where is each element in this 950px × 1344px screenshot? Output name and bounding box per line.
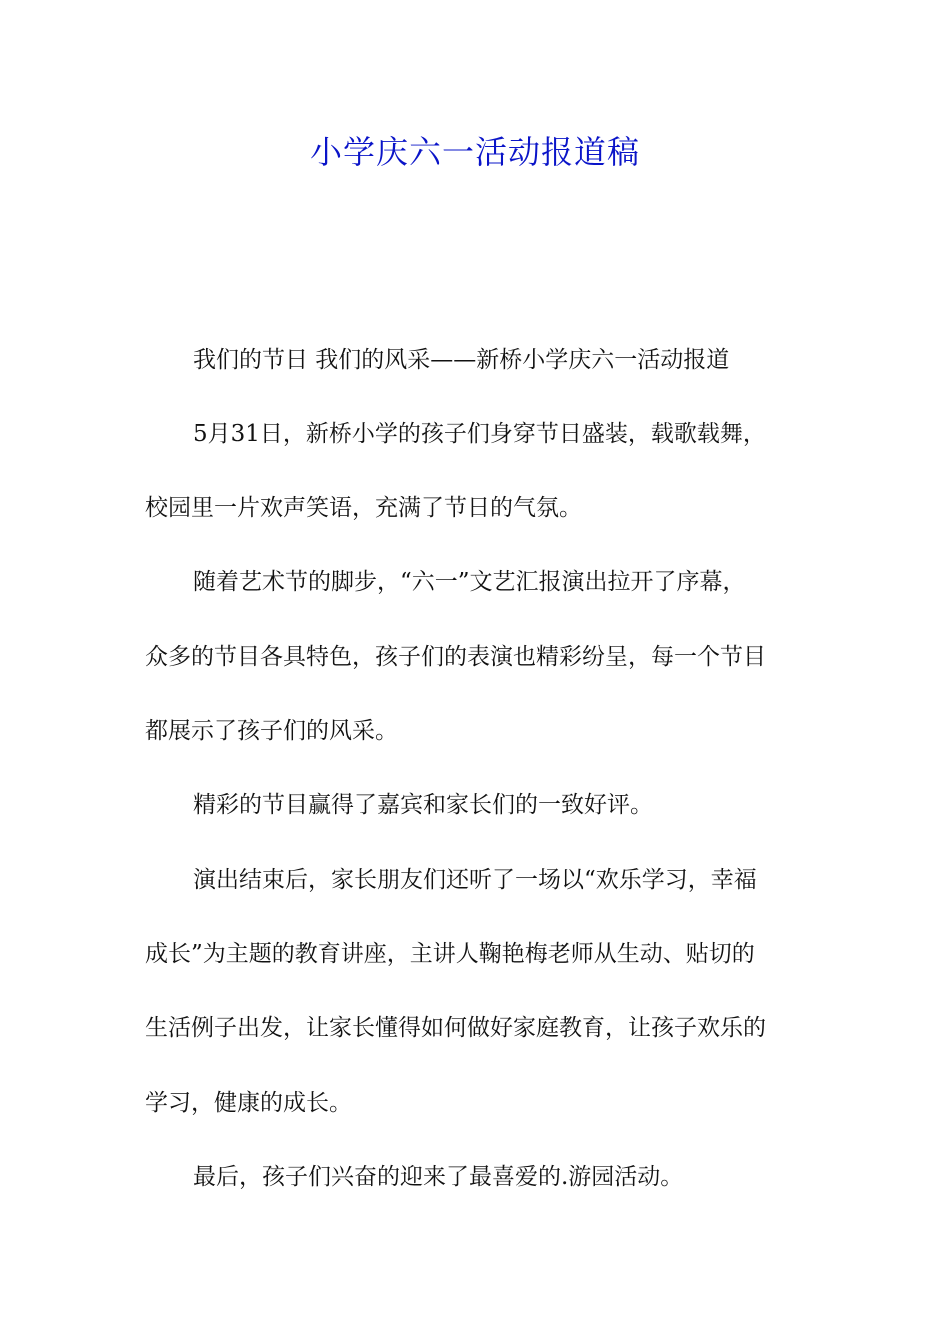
paragraph-line: 成长”为主题的教育讲座，主讲人鞠艳梅老师从生动、贴切的 [145,941,755,967]
paragraph-line: 学习，健康的成长。 [145,1090,352,1116]
subtitle-line: 我们的节日 我们的风采——新桥小学庆六一活动报道 [193,347,730,373]
paragraph-line: 5月31日，新桥小学的孩子们身穿节日盛装，载歌载舞， [193,421,766,447]
paragraph-line: 最后，孩子们兴奋的迎来了最喜爱的.游园活动。 [193,1164,684,1190]
paragraph-line: 都展示了孩子们的风采。 [145,718,398,744]
paragraph-line: 众多的节目各具特色，孩子们的表演也精彩纷呈，每一个节目 [145,644,766,670]
document-title: 小学庆六一活动报道稿 [309,133,640,171]
paragraph-line: 演出结束后，家长朋友们还听了一场以“欢乐学习，幸福 [193,867,757,893]
paragraph-line: 精彩的节目赢得了嘉宾和家长们的一致好评。 [193,792,653,818]
paragraph-line: 校园里一片欢声笑语，充满了节日的气氛。 [145,495,582,521]
paragraph-line: 生活例子出发，让家长懂得如何做好家庭教育，让孩子欢乐的 [145,1015,766,1041]
paragraph-line: 随着艺术节的脚步，“六一”文艺汇报演出拉开了序幕， [193,569,746,595]
